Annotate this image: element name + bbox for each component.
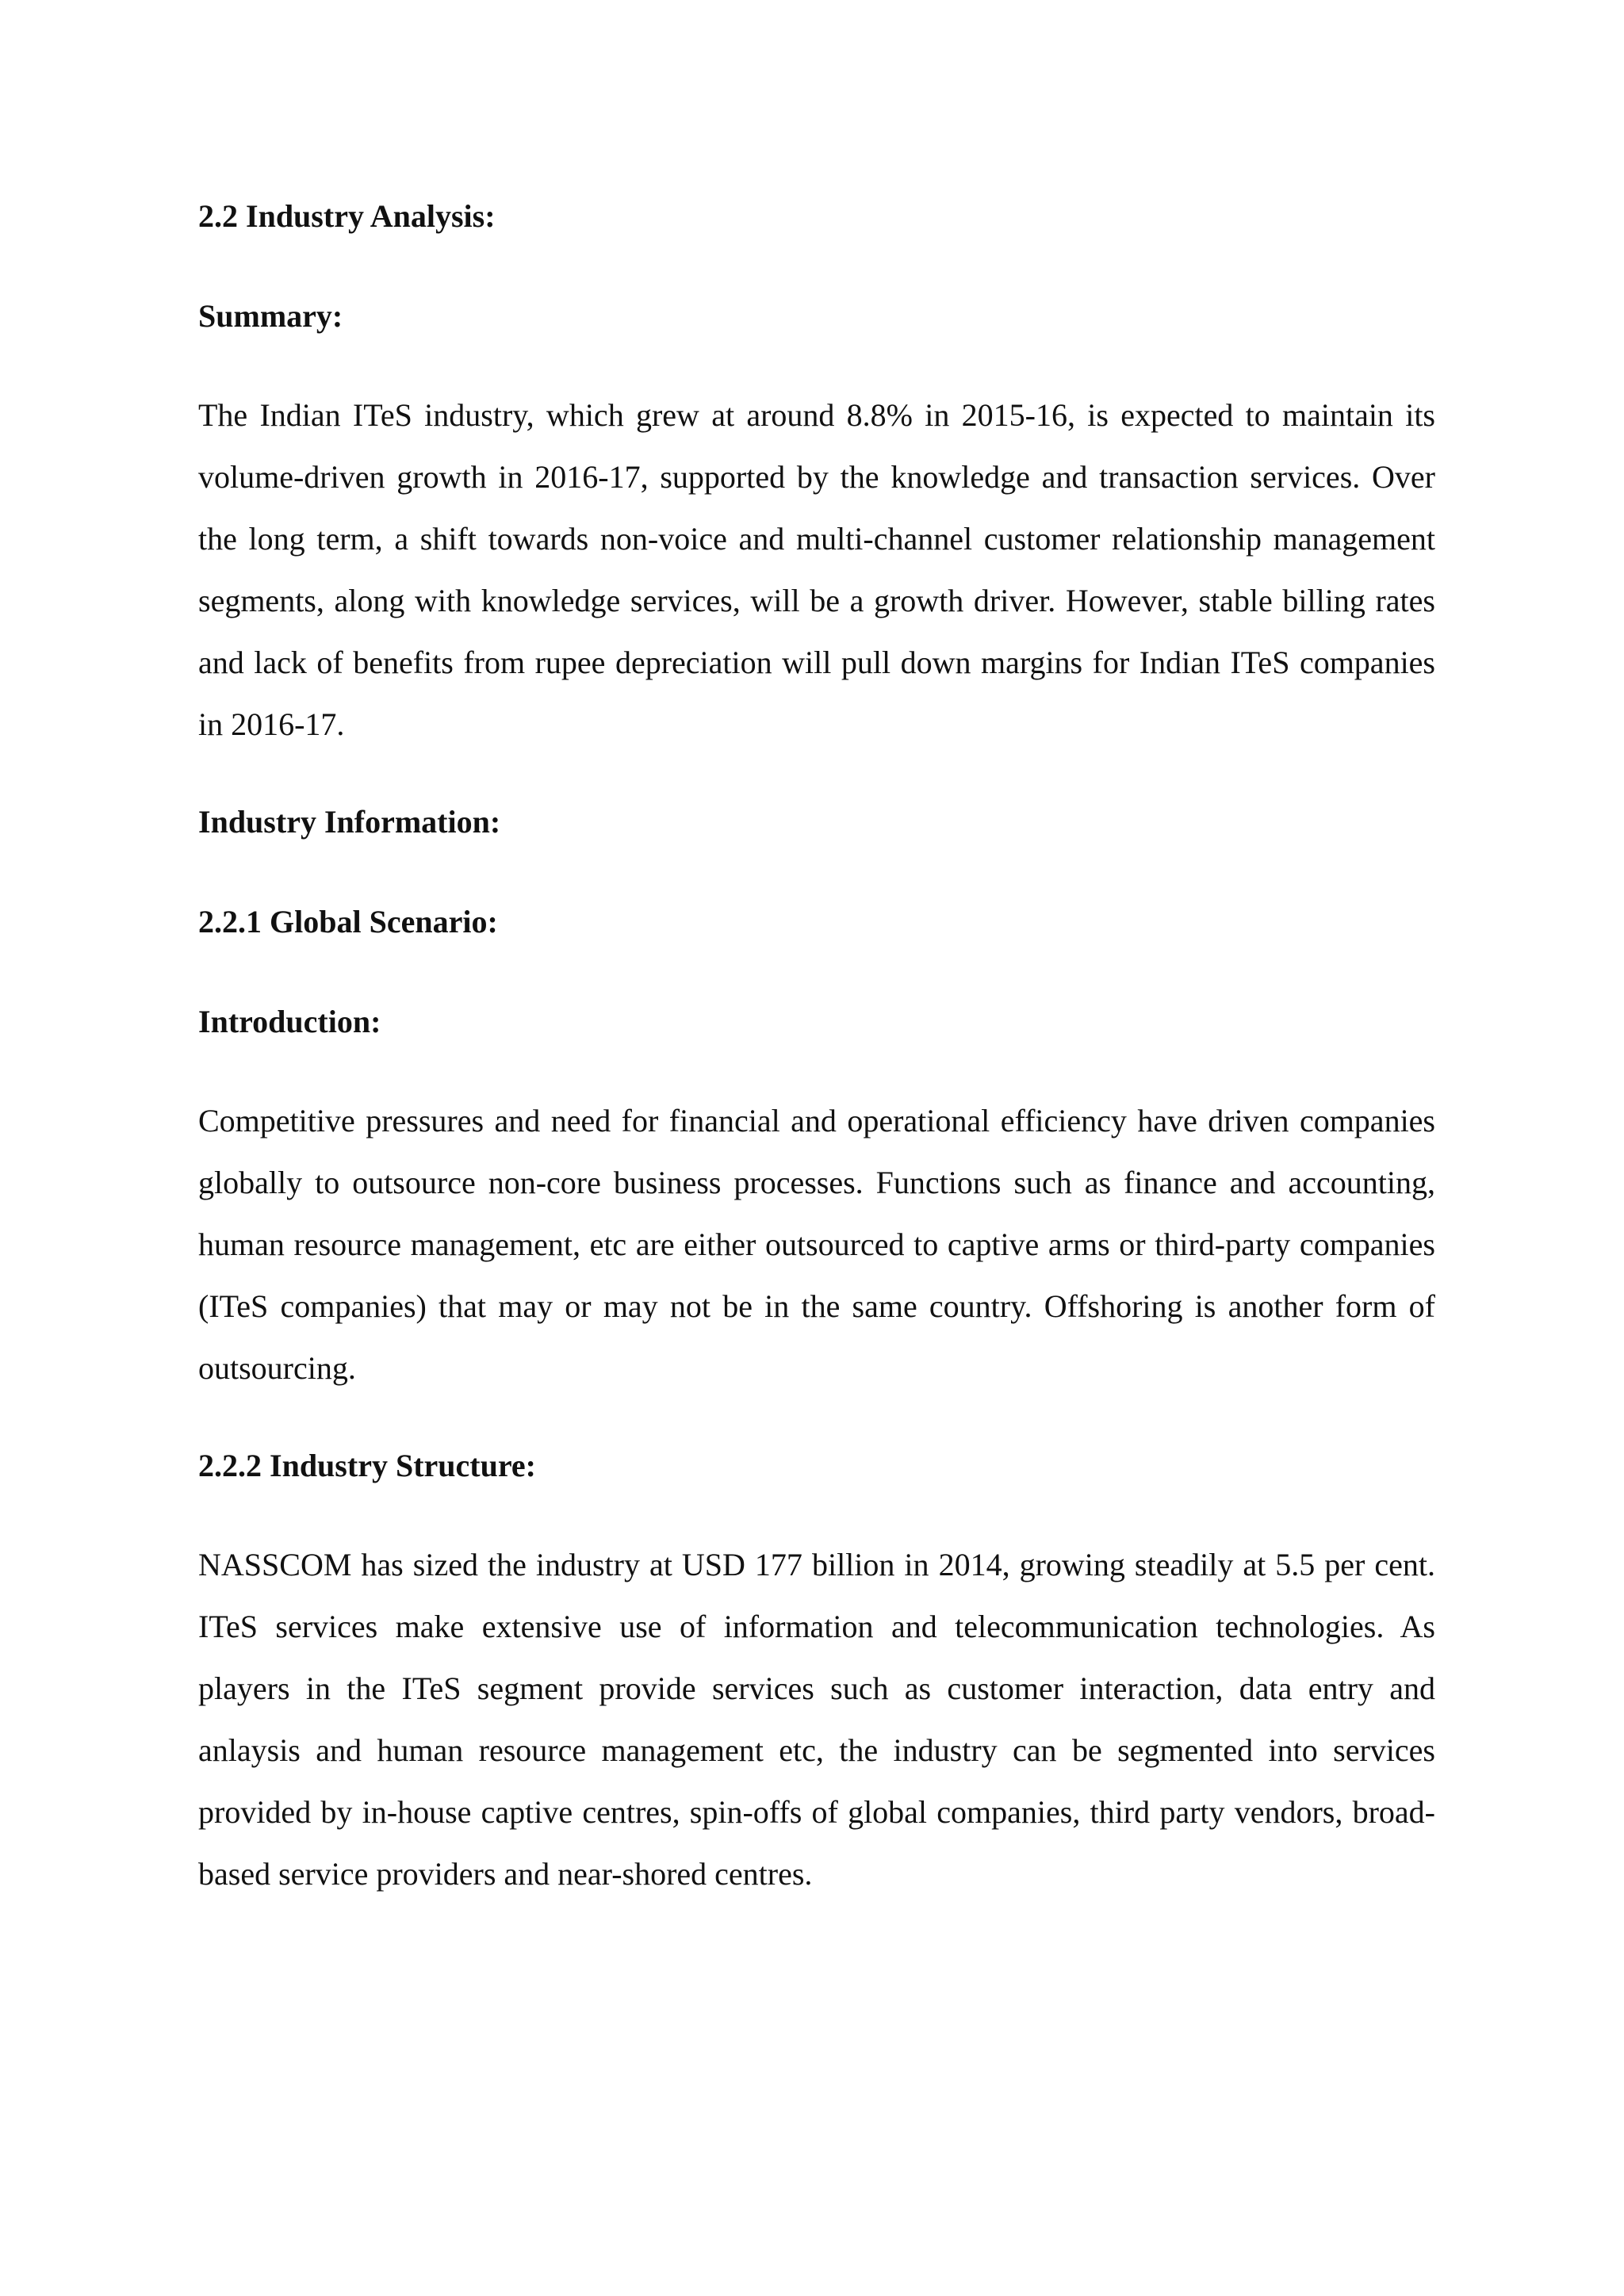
global-scenario-heading: 2.2.1 Global Scenario:	[198, 904, 498, 939]
summary-heading: Summary:	[198, 298, 343, 334]
introduction-paragraph: Competitive pressures and need for financial and operational efficiency have driven companies globally to outsource non-core business processes. Functions such as finance and accounting, human resource management, etc are either outsourced to captive arms or third-party companies (ITeS companies) that may or may not be in the same country. Offshoring is another form of outsourcing.	[198, 1103, 1435, 1386]
summary-paragraph: The Indian ITeS industry, which grew at around 8.8% in 2015-16, is expected to maintain its volume-driven growth in 2016-17, supported by the knowledge and transaction services. Over the long term, a shift towards non-voice and multi-channel customer relationship management segments, along with knowledge services, will be a growth driver. However, stable billing rates and lack of benefits from rupee depreciation will pull down margins for Indian ITeS companies in 2016-17.	[198, 397, 1435, 742]
introduction-heading: Introduction:	[198, 1004, 381, 1039]
section-title: 2.2 Industry Analysis:	[198, 198, 496, 234]
document-page	[198, 194, 1435, 1905]
industry-structure-heading: 2.2.2 Industry Structure:	[198, 1448, 536, 1483]
industry-structure-paragraph: NASSCOM has sized the industry at USD 177 billion in 2014, growing steadily at 5.5 per cent. ITeS services make extensive use of information and telecommunication technologies. As players in the ITeS segment provide services such as customer interaction, data entry and anlaysis and human resource management etc, the industry can be segmented into services provided by in-house captive centres, spin-offs of global companies, third party vendors, broad-based service providers and near-shored centres.	[198, 1547, 1435, 1892]
industry-information-heading: Industry Information:	[198, 804, 501, 840]
